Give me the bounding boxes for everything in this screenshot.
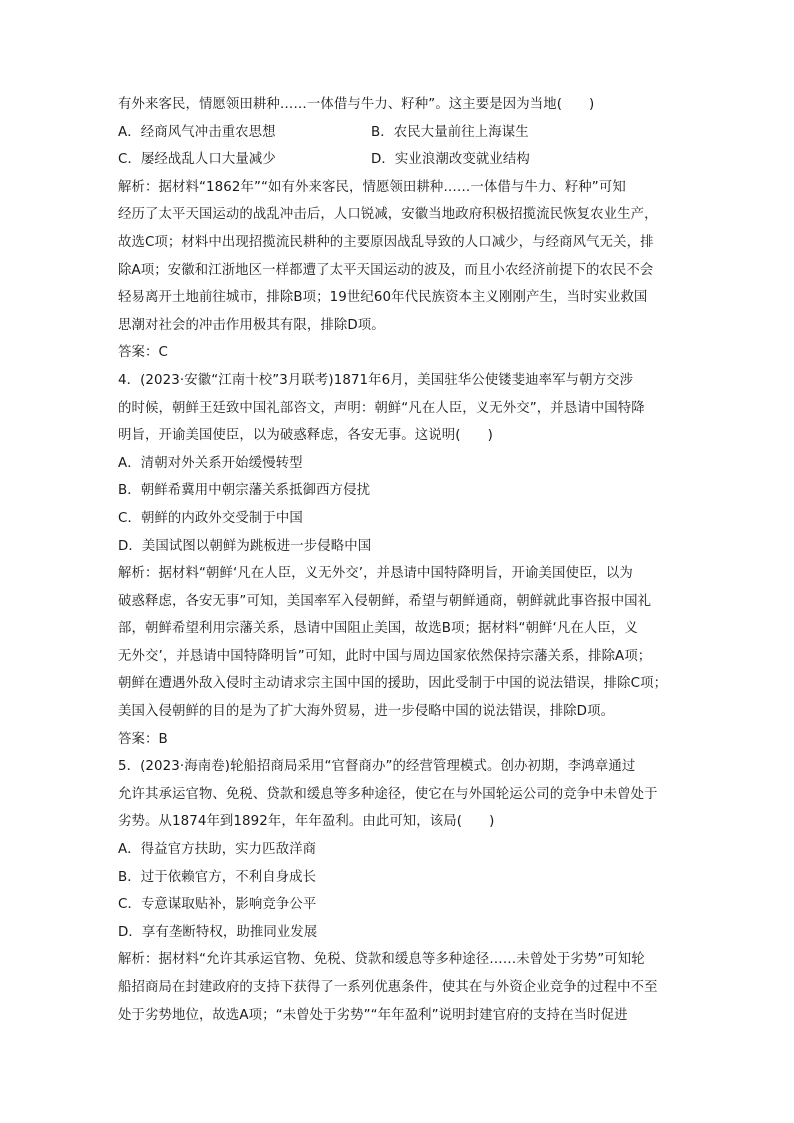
q4-stem-line: 的时候，朝鲜王廷致中国礼部咨文，声明：朝鲜“凡在人臣，义无外交”，并恳请中国特降 (118, 400, 645, 416)
q3-options-row-1 (118, 119, 684, 147)
q4-analysis-line: 破惑释虑，各安无事”可知，美国率军入侵朝鲜，希望与朝鲜通商，朝鲜就此事咨报中国礼 (118, 593, 652, 609)
q3-stem-tail: 有外来客民，情愿领田耕种……一体借与牛力、籽种”。这主要是因为当地( ) (118, 97, 595, 112)
q5-option-c: C．专意谋取贴补，影响竞争公平 (118, 897, 317, 913)
q3-answer: 答案：C (118, 345, 168, 361)
q3-option-a: A．经商风气冲击重农思想 (118, 124, 276, 140)
q5-option-d: D．享有垄断特权，助推同业发展 (118, 924, 318, 940)
q4-option-a: A．清朝对外关系开始缓慢转型 (118, 455, 303, 471)
q5-stem-line: 允许其承运官物、免税、贷款和缓息等多种途径，使它在与外国轮运公司的竞争中未曾处于 (118, 786, 658, 802)
q4-answer: 答案：B (118, 731, 168, 747)
q3-option-d: D．实业浪潮改变就业结构 (371, 152, 530, 168)
q4-analysis-line: 朝鲜在遭遇外敌入侵时主动请求宗主国中国的援助，因此受制于中国的说法错误，排除C项； (118, 676, 668, 692)
q3-option-c: C．屡经战乱人口大量减少 (118, 152, 276, 168)
q5-option-b: B．过于依赖官方，不利自身成长 (118, 869, 317, 885)
q4-option-b: B．朝鲜希冀用中朝宗藩关系抵御西方侵扰 (118, 483, 371, 499)
q5-stem-line: 5．(2023·海南卷)轮船招商局采用“官督商办”的经营管理模式。创办初期，李鸿章通过 (118, 759, 636, 775)
q5-stem-line: 劣势。从1874年到1892年，年年盈利。由此可知，该局( ) (118, 814, 495, 830)
q4-analysis-line: 美国入侵朝鲜的目的是为了扩大海外贸易，进一步侵略中国的说法错误，排除D项。 (118, 704, 615, 720)
q3-option-b: B．农民大量前往上海谋生 (371, 124, 529, 140)
page-content (118, 91, 684, 1029)
q3-analysis-line: 经历了太平天国运动的战乱冲击后，人口锐减，安徽当地政府积极招揽流民恢复农业生产， (118, 207, 658, 223)
q5-analysis-line: 船招商局在封建政府的支持下获得了一系列优惠条件，使其在与外资企业竞争的过程中不至 (118, 980, 658, 995)
q3-analysis-line: 故选C项；材料中出现招揽流民耕种的主要原因战乱导致的人口减少，与经商风气无关，排 (118, 234, 654, 250)
q3-analysis-line: 思潮对社会的冲击作用极其有限，排除D项。 (118, 317, 385, 333)
q4-option-c: C．朝鲜的内政外交受制于中国 (118, 510, 303, 526)
q4-stem-line: 明旨，开谕美国使臣，以为破惑释虑，各安无事。这说明( ) (118, 428, 493, 444)
q4-analysis-line: 无外交’，并恳请中国特降明旨”可知，此时中国与周边国家依然保持宗藩关系，排除A项； (118, 648, 652, 664)
q3-analysis-line: 轻易离开土地前往城市，排除B项；19世纪60年代民族资本主义刚刚产生，当时实业救国 (118, 290, 648, 306)
q4-analysis-line: 解析：据材料“朝鲜‘凡在人臣，义无外交’，并恳请中国特降明旨，开谕美国使臣，以为 (118, 566, 633, 582)
q3-options-row-2 (118, 146, 684, 174)
q3-analysis-line: 解析：据材料“1862年”“如有外来客民，情愿领田耕种……一体借与牛力、籽种”可知 (118, 179, 626, 195)
q4-analysis-line: 部，朝鲜希望利用宗藩关系，恳请中国阻止美国，故选B项；据材料“朝鲜‘凡在人臣，义 (118, 621, 638, 637)
q5-option-a: A．得益官方扶助，实力匹敌洋商 (118, 842, 317, 858)
q5-analysis-line: 处于劣势地位，故选A项；“未曾处于劣势”“年年盈利”说明封建官府的支持在当时促进 (118, 1007, 628, 1023)
q4-option-d: D．美国试图以朝鲜为跳板进一步侵略中国 (118, 538, 372, 554)
q5-analysis-line: 解析：据材料“允许其承运官物、免税、贷款和缓息等多种途径……未曾处于劣势”可知轮 (118, 952, 645, 968)
q4-stem-line: 4．(2023·安徽“江南十校”3月联考)1871年6月，美国驻华公使镂斐迪率军与朝方交涉 (118, 372, 634, 388)
q3-analysis-line: 除A项；安徽和江浙地区一样都遭了太平天国运动的波及，而且小农经济前提下的农民不会 (118, 262, 654, 278)
